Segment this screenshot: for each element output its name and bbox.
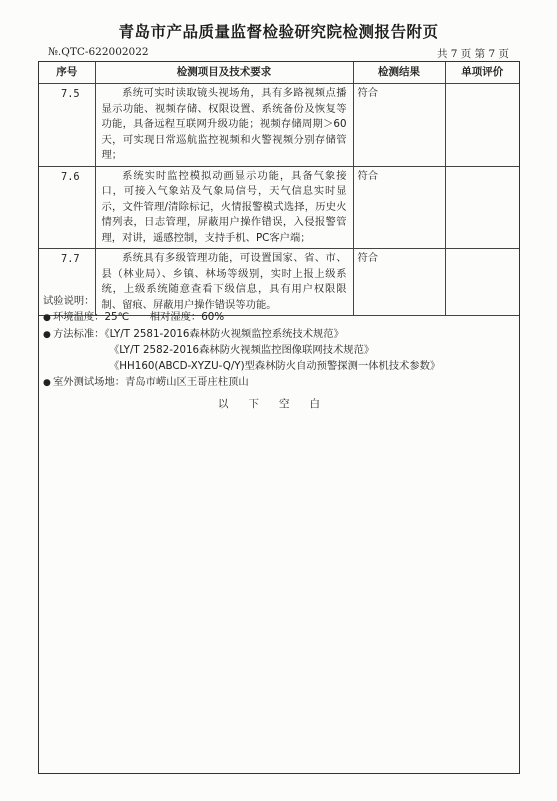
row-item: 系统具有多级管理功能，可设置国家、省、市、县（林业局）、乡镇、林场等级别，实时上报上级系统，上级系统随意查看下级信息，具有用户权限限制、留痕、屏蔽用户操作错误等功能。 bbox=[95, 249, 353, 316]
standard-item: 《LY/T 2582-2016森林防火视频监控图像联网技术规范》 bbox=[109, 344, 375, 357]
report-number: №.QTC-622002022 bbox=[48, 46, 149, 58]
row-result: 符合 bbox=[353, 84, 445, 167]
row-seq: 7.5 bbox=[39, 84, 95, 167]
notes-standards bbox=[43, 327, 513, 344]
test-notes bbox=[43, 294, 513, 392]
row-item: 系统实时监控模拟动画显示功能，具备气象接口，可接入气象站及气象局信号，天气信息实时显示，文件管理/清除标记，火情报警模式选择，历史火情列表，日志管理，屏蔽用户操作错误，入侵报警管理，对讲，遥感控制，支持手机、PC客户端； bbox=[95, 166, 353, 249]
table-row bbox=[39, 166, 519, 249]
bullet-icon: ● bbox=[43, 312, 51, 323]
table-header-row bbox=[39, 62, 519, 84]
notes-site bbox=[43, 375, 513, 392]
row-result: 符合 bbox=[353, 166, 445, 249]
standard-item: 《HH160(ABCD-XYZU-Q/Y)型森林防火自动预警探测一体机技术参数》 bbox=[109, 360, 441, 373]
bullet-icon: ● bbox=[43, 329, 51, 340]
standard-item: 《LY/T 2581-2016森林防火视频监控系统技术规范》 bbox=[104, 327, 344, 340]
blank-below-marker: 以下空白 bbox=[218, 398, 340, 410]
notes-environment bbox=[43, 310, 513, 327]
header-seq: 序号 bbox=[39, 62, 95, 84]
page-count: 共 7 页 第 7 页 bbox=[436, 48, 509, 60]
header-eval: 单项评价 bbox=[445, 62, 519, 84]
report-frame bbox=[38, 61, 520, 774]
environment-text: 环境温度：25℃ 相对湿度：60% bbox=[53, 310, 225, 323]
row-seq: 7.7 bbox=[39, 249, 95, 316]
report-title: 青岛市产品质量监督检验研究院检测报告附页 bbox=[118, 23, 439, 41]
site-text: 室外测试场地：青岛市崂山区王哥庄柱顶山 bbox=[53, 375, 249, 388]
inspection-table bbox=[39, 62, 519, 316]
notes-heading: 试验说明： bbox=[43, 295, 95, 307]
row-eval bbox=[445, 84, 519, 167]
row-item: 系统可实时读取镜头视场角，具有多路视频点播显示功能、视频存储、权限设置、系统备份及恢复等功能，具备远程互联网升级功能；视频存储周期＞60天，可实现日常巡航监控视频和火警视频分别存储管理； bbox=[95, 84, 353, 167]
row-result: 符合 bbox=[353, 249, 445, 316]
table-row bbox=[39, 84, 519, 167]
row-eval bbox=[445, 166, 519, 249]
header-result: 检测结果 bbox=[353, 62, 445, 84]
bullet-icon: ● bbox=[43, 377, 51, 388]
header-item: 检测项目及技术要求 bbox=[95, 62, 353, 84]
row-seq: 7.6 bbox=[39, 166, 95, 249]
standards-label: 方法标准： bbox=[53, 327, 105, 340]
